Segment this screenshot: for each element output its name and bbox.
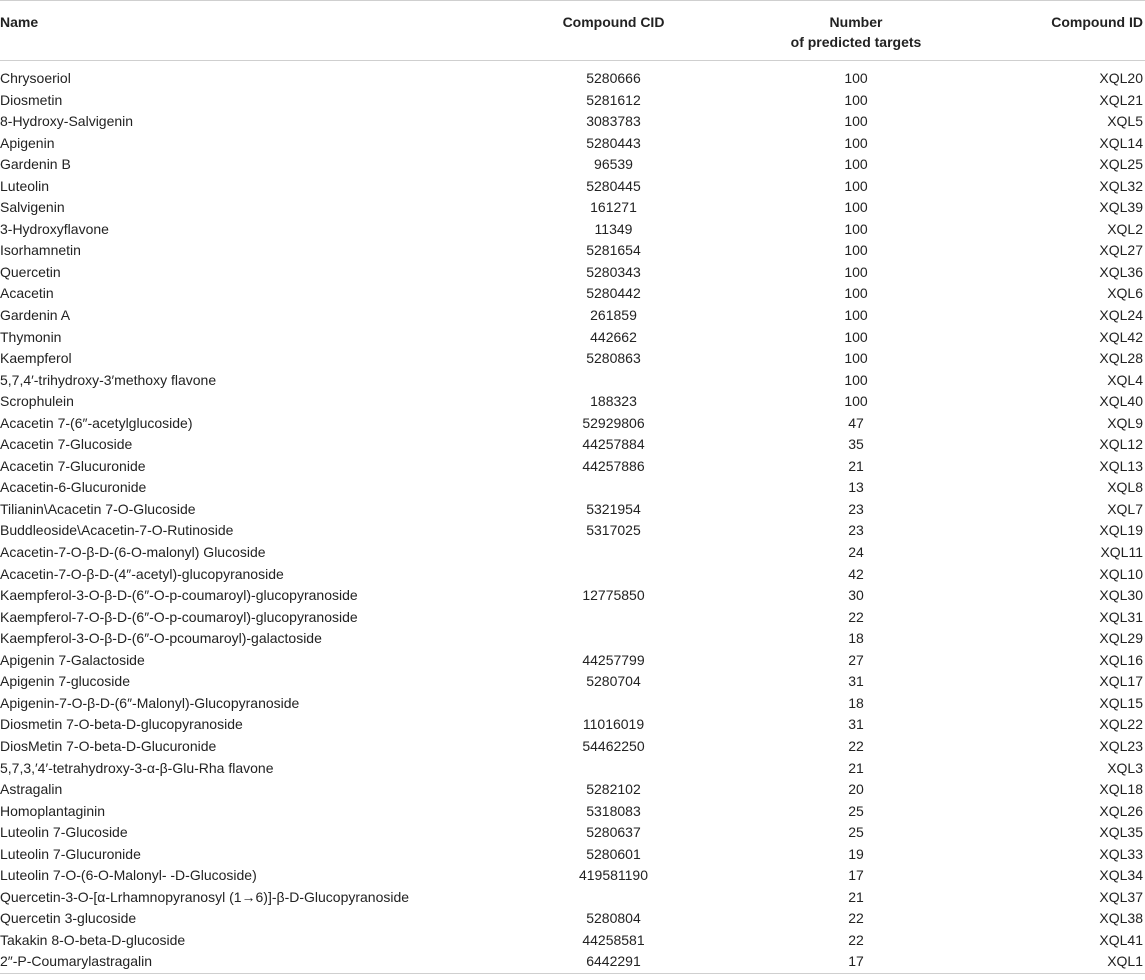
cell-name: Apigenin 7-glucoside [0,673,130,690]
cell-compound-id: XQL18 [1099,781,1143,798]
cell-name: Quercetin-3-O-[α-Lrhamnopyranosyl (1→6)]-β-D-Glucopyranoside [0,888,410,905]
table-row [0,951,1145,973]
table-row [0,262,1145,284]
table-row [0,499,1145,521]
cell-compound-id: XQL26 [1099,802,1143,819]
cell-compound-id: XQL37 [1099,888,1143,905]
table-body [0,61,1145,974]
cell-compound-cid: 5280666 [586,70,641,86]
cell-name: Acacetin-6-Glucuronide [0,479,147,496]
table-row [0,391,1145,413]
cell-name: Kaempferol-7-O-β-D-(6″-O-p-coumaroyl)-glucopyranoside [0,608,358,625]
cell-compound-cid: 6442291 [586,953,641,970]
cell-number-of-targets: 24 [848,544,864,561]
cell-compound-cid: 5280704 [586,673,641,690]
cell-compound-id: XQL17 [1099,673,1143,690]
cell-compound-id: XQL5 [1107,113,1143,130]
cell-compound-id: XQL32 [1099,177,1143,194]
cell-number-of-targets: 100 [844,285,868,302]
cell-compound-id: XQL10 [1099,565,1143,582]
table-row [0,133,1145,155]
table-row [0,650,1145,672]
cell-compound-id: XQL16 [1099,651,1143,668]
cell-number-of-targets: 22 [848,737,864,754]
cell-name: Kaempferol-3-O-β-D-(6″-O-pcoumaroyl)-galactoside [0,630,322,647]
table-row [0,671,1145,693]
cell-name: Gardenin A [0,307,71,324]
cell-name: Kaempferol [0,350,72,367]
cell-name: 5,7,3,′4′-tetrahydroxy-3-α-β-Glu-Rha flavone [0,759,274,776]
cell-number-of-targets: 25 [848,802,864,819]
cell-name: Thymonin [0,328,62,345]
table-row [0,456,1145,478]
cell-name: Acacetin 7-Glucoside [0,436,133,453]
cell-number-of-targets: 22 [848,931,864,948]
cell-number-of-targets: 100 [844,177,868,194]
cell-compound-id: XQL30 [1099,587,1143,604]
cell-compound-cid: 3083783 [586,113,641,130]
cell-number-of-targets: 23 [848,522,864,539]
cell-number-of-targets: 100 [844,91,868,108]
header-compound-id: Compound ID [1051,14,1143,30]
cell-number-of-targets: 100 [844,70,868,86]
cell-compound-id: XQL41 [1099,931,1143,948]
cell-number-of-targets: 100 [844,199,868,216]
cell-name: Diosmetin 7-O-beta-D-glucopyranoside [0,716,243,733]
cell-compound-cid: 5280863 [586,350,641,367]
table-header [0,1,1145,61]
cell-compound-cid: 419581190 [578,867,649,884]
cell-compound-id: XQL39 [1099,199,1143,216]
table-row [0,714,1145,736]
cell-number-of-targets: 22 [848,910,864,927]
cell-compound-id: XQL12 [1099,436,1143,453]
cell-compound-cid: 442662 [590,328,637,345]
cell-compound-id: XQL21 [1099,91,1143,108]
cell-compound-cid: 5280601 [586,845,641,862]
cell-number-of-targets: 100 [844,156,868,173]
cell-name: Luteolin 7-Glucuronide [0,845,141,862]
cell-number-of-targets: 21 [848,457,864,474]
cell-compound-id: XQL15 [1099,694,1143,711]
cell-compound-id: XQL27 [1099,242,1143,259]
cell-compound-id: XQL38 [1099,910,1143,927]
table-row [0,413,1145,435]
table-row [0,758,1145,780]
cell-name: Acacetin 7-(6″-acetylglucoside) [0,414,193,431]
cell-compound-id: XQL9 [1107,414,1143,431]
header-number-line2: of predicted targets [790,34,922,50]
cell-compound-cid [500,693,727,715]
cell-name: Apigenin-7-O-β-D-(6″-Malonyl)-Glucopyranoside [0,694,300,711]
table-row [0,607,1145,629]
cell-name: Acacetin 7-Glucuronide [0,457,146,474]
cell-compound-cid: 5280343 [586,263,641,280]
cell-compound-cid: 5280804 [586,910,641,927]
cell-name: 2″-P-Coumarylastragalin [0,953,153,970]
cell-number-of-targets: 20 [848,781,864,798]
cell-compound-id: XQL6 [1107,285,1143,302]
cell-name: Luteolin 7-Glucoside [0,824,128,841]
table-row [0,564,1145,586]
cell-name: Buddleoside\Acacetin-7-O-Rutinoside [0,522,234,539]
cell-compound-cid: 5280637 [586,824,641,841]
cell-name: Tilianin\Acacetin 7-O-Glucoside [0,500,196,517]
cell-compound-id: XQL33 [1099,845,1143,862]
cell-name: Chrysoeriol [0,70,71,86]
cell-name: 3-Hydroxyflavone [0,220,109,237]
cell-compound-cid: 5281654 [586,242,641,259]
cell-number-of-targets: 17 [848,867,864,884]
cell-compound-cid: 96539 [594,156,633,173]
table-row [0,865,1145,887]
table-row [0,219,1145,241]
cell-compound-cid [500,477,727,499]
cell-number-of-targets: 100 [844,263,868,280]
table-row [0,693,1145,715]
table-row [0,154,1145,176]
cell-number-of-targets: 100 [844,113,868,130]
cell-number-of-targets: 27 [848,651,864,668]
cell-number-of-targets: 17 [848,953,864,970]
cell-compound-id: XQL23 [1099,737,1143,754]
cell-number-of-targets: 23 [848,500,864,517]
cell-name: Acacetin-7-O-β-D-(4″-acetyl)-glucopyranoside [0,565,284,582]
cell-compound-id: XQL28 [1099,350,1143,367]
cell-compound-cid [500,542,727,564]
header-compound-cid: Compound CID [562,14,665,30]
cell-compound-cid [500,370,727,392]
cell-compound-id: XQL11 [1100,544,1143,561]
cell-number-of-targets: 22 [848,608,864,625]
table-row [0,348,1145,370]
table-row [0,61,1145,90]
table-row [0,477,1145,499]
cell-name: 5,7,4′-trihydroxy-3′methoxy flavone [0,371,217,388]
table-row [0,585,1145,607]
cell-number-of-targets: 100 [844,350,868,367]
cell-number-of-targets: 100 [844,220,868,237]
table-row [0,176,1145,198]
cell-compound-cid: 5318083 [586,802,641,819]
cell-compound-cid: 5317025 [586,522,641,539]
table-row [0,520,1145,542]
cell-number-of-targets: 100 [844,134,868,151]
cell-compound-id: XQL1 [1107,953,1143,970]
table-row [0,111,1145,133]
cell-compound-cid: 44257799 [582,651,645,668]
cell-compound-cid: 5280443 [586,134,641,151]
cell-compound-id: XQL31 [1099,608,1143,625]
cell-number-of-targets: 100 [844,393,868,410]
table-row [0,908,1145,930]
table-row [0,305,1145,327]
table-row [0,628,1145,650]
cell-compound-id: XQL42 [1099,328,1143,345]
cell-name: Apigenin 7-Galactoside [0,651,145,668]
cell-compound-id: XQL29 [1099,630,1143,647]
cell-compound-cid: 54462250 [582,737,645,754]
table-row [0,887,1145,909]
cell-compound-id: XQL40 [1099,393,1143,410]
cell-compound-cid: 5280445 [586,177,641,194]
cell-number-of-targets: 42 [848,565,864,582]
cell-compound-cid: 5282102 [586,781,641,798]
cell-number-of-targets: 100 [844,242,868,259]
cell-number-of-targets: 13 [848,479,864,496]
table-row [0,327,1145,349]
cell-compound-id: XQL19 [1099,522,1143,539]
table-row [0,801,1145,823]
cell-compound-cid [500,564,727,586]
cell-compound-id: XQL13 [1099,457,1143,474]
table-row [0,844,1145,866]
cell-compound-cid: 11349 [594,220,633,237]
cell-compound-cid [500,628,727,650]
cell-compound-id: XQL8 [1107,479,1143,496]
cell-number-of-targets: 19 [848,845,864,862]
cell-compound-cid: 161271 [590,199,637,216]
cell-compound-id: XQL34 [1099,867,1143,884]
cell-name: Salvigenin [0,199,65,216]
cell-name: Isorhamnetin [0,242,81,259]
cell-compound-id: XQL36 [1099,263,1143,280]
cell-number-of-targets: 18 [848,694,864,711]
cell-name: 8-Hydroxy-Salvigenin [0,113,134,130]
table-row [0,90,1145,112]
cell-compound-cid: 44257884 [582,436,645,453]
cell-compound-id: XQL22 [1099,716,1143,733]
cell-number-of-targets: 31 [848,716,864,733]
table-row [0,822,1145,844]
header-number-line1: Number [829,14,883,30]
cell-number-of-targets: 47 [848,414,864,431]
cell-name: Acacetin-7-O-β-D-(6-O-malonyl) Glucoside [0,544,266,561]
cell-number-of-targets: 30 [848,587,864,604]
cell-compound-cid: 5280442 [586,285,641,302]
cell-compound-id: XQL25 [1099,156,1143,173]
table-row [0,542,1145,564]
table-row [0,930,1145,952]
cell-compound-cid: 44258581 [582,931,645,948]
header-name: Name [0,14,39,30]
cell-name: Luteolin [0,177,50,194]
cell-name: Takakin 8-O-beta-D-glucoside [0,931,186,948]
header-number-of-targets [727,1,985,61]
cell-name: DiosMetin 7-O-beta-D-Glucuronide [0,737,217,754]
cell-compound-cid: 52929806 [582,414,645,431]
cell-name: Quercetin 3-glucoside [0,910,137,927]
cell-name: Acacetin [0,285,54,302]
cell-number-of-targets: 31 [848,673,864,690]
cell-number-of-targets: 25 [848,824,864,841]
header-row [0,1,1145,61]
cell-name: Quercetin [0,263,61,280]
cell-name: Kaempferol-3-O-β-D-(6″-O-p-coumaroyl)-glucopyranoside [0,587,358,604]
cell-compound-id: XQL35 [1099,824,1143,841]
cell-compound-id: XQL2 [1107,220,1143,237]
cell-number-of-targets: 100 [844,328,868,345]
cell-compound-id: XQL20 [1099,70,1143,86]
cell-compound-cid [500,758,727,780]
table-row [0,283,1145,305]
cell-compound-id: XQL7 [1107,500,1143,517]
cell-name: Apigenin [0,134,55,151]
cell-compound-cid: 261859 [590,307,637,324]
cell-compound-cid: 12775850 [582,587,645,604]
cell-name: Astragalin [0,781,63,798]
cell-compound-cid: 188323 [590,393,637,410]
cell-name: Luteolin 7-O-(6-O-Malonyl- -D-Glucoside) [0,867,257,884]
table-row [0,779,1145,801]
cell-compound-cid [500,607,727,629]
cell-compound-cid: 5321954 [586,500,641,517]
cell-number-of-targets: 100 [844,371,868,388]
cell-number-of-targets: 21 [848,759,864,776]
cell-name: Gardenin B [0,156,71,173]
cell-number-of-targets: 100 [844,307,868,324]
cell-compound-cid: 44257886 [582,457,645,474]
table-row [0,240,1145,262]
table-row [0,434,1145,456]
cell-compound-id: XQL4 [1107,371,1143,388]
cell-number-of-targets: 21 [848,888,864,905]
cell-number-of-targets: 18 [848,630,864,647]
cell-compound-cid [500,887,727,909]
cell-compound-id: XQL14 [1099,134,1143,151]
cell-name: Diosmetin [0,91,63,108]
cell-compound-cid: 11016019 [582,716,645,733]
cell-compound-cid: 5281612 [586,91,641,108]
cell-name: Homoplantaginin [0,802,106,819]
cell-name: Scrophulein [0,393,74,410]
table-row [0,197,1145,219]
table-row [0,736,1145,758]
cell-compound-id: XQL3 [1107,759,1143,776]
cell-number-of-targets: 35 [848,436,864,453]
cell-compound-id: XQL24 [1099,307,1143,324]
table-row [0,370,1145,392]
